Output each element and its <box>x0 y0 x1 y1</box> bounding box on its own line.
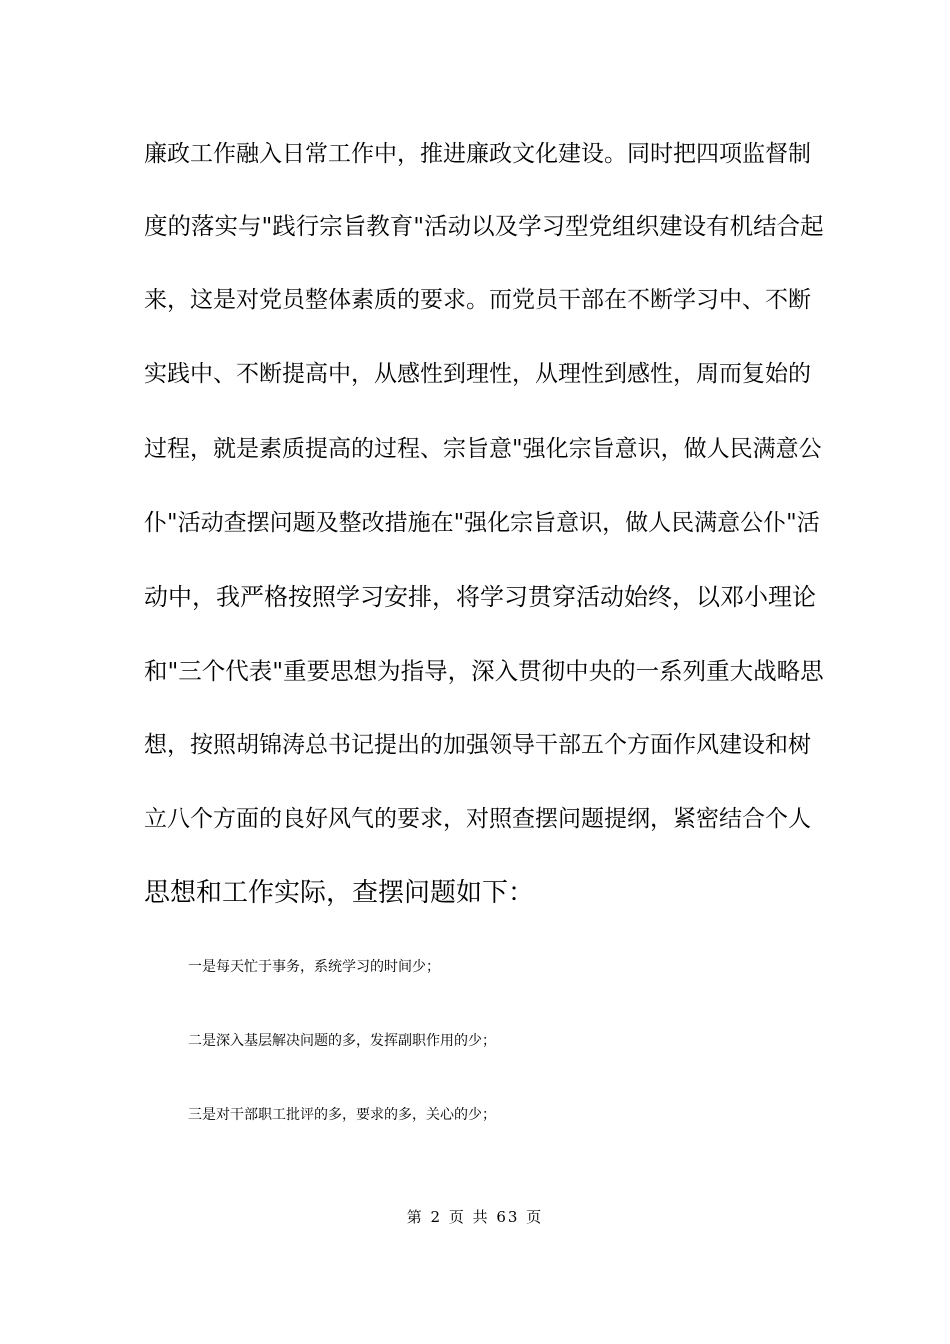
paragraph-line-10: 立八个方面的良好风气的要求，对照查摆问题提纲，紧密结合个人 <box>144 806 811 832</box>
paragraph-line-7: 动中，我严格按照学习安排，将学习贯穿活动始终，以邓小理论 <box>144 583 816 611</box>
paragraph-line-8: 和"三个代表"重要思想为指导，深入贯彻中央的一系列重大战略思 <box>144 657 824 685</box>
paragraph-line-1: 廉政工作融入日常工作中，推进廉政文化建设。同时把四项监督制 <box>144 141 811 167</box>
paragraph-line-2: 度的落实与"践行宗旨教育"活动以及学习型党组织建设有机结合起 <box>144 212 824 240</box>
paragraph-line-6: 仆"活动查摆问题及整改措施在"强化宗旨意识，做人民满意公仆"活 <box>144 510 820 536</box>
paragraph-line-5: 过程，就是素质提高的过程、宗旨意"强化宗旨意识，做人民满意公 <box>144 436 822 462</box>
page-number-footer: 第 2 页 共 63 页 <box>406 1208 544 1226</box>
list-item-2: 二是深入基层解决问题的多，发挥副职作用的少； <box>188 1033 496 1049</box>
paragraph-line-11: 思想和工作实际，查摆问题如下： <box>144 878 535 908</box>
list-item-1: 一是每天忙于事务，系统学习的时间少； <box>188 959 440 975</box>
paragraph-line-3: 来，这是对党员整体素质的要求。而党员干部在不断学习中、不断 <box>144 287 811 313</box>
paragraph-line-4: 实践中、不断提高中，从感性到理性，从理性到感性，周而复始的 <box>144 361 811 387</box>
paragraph-line-9: 想，按照胡锦涛总书记提出的加强领导干部五个方面作风建设和树 <box>144 732 811 758</box>
list-item-3: 三是对干部职工批评的多，要求的多，关心的少； <box>188 1107 496 1123</box>
